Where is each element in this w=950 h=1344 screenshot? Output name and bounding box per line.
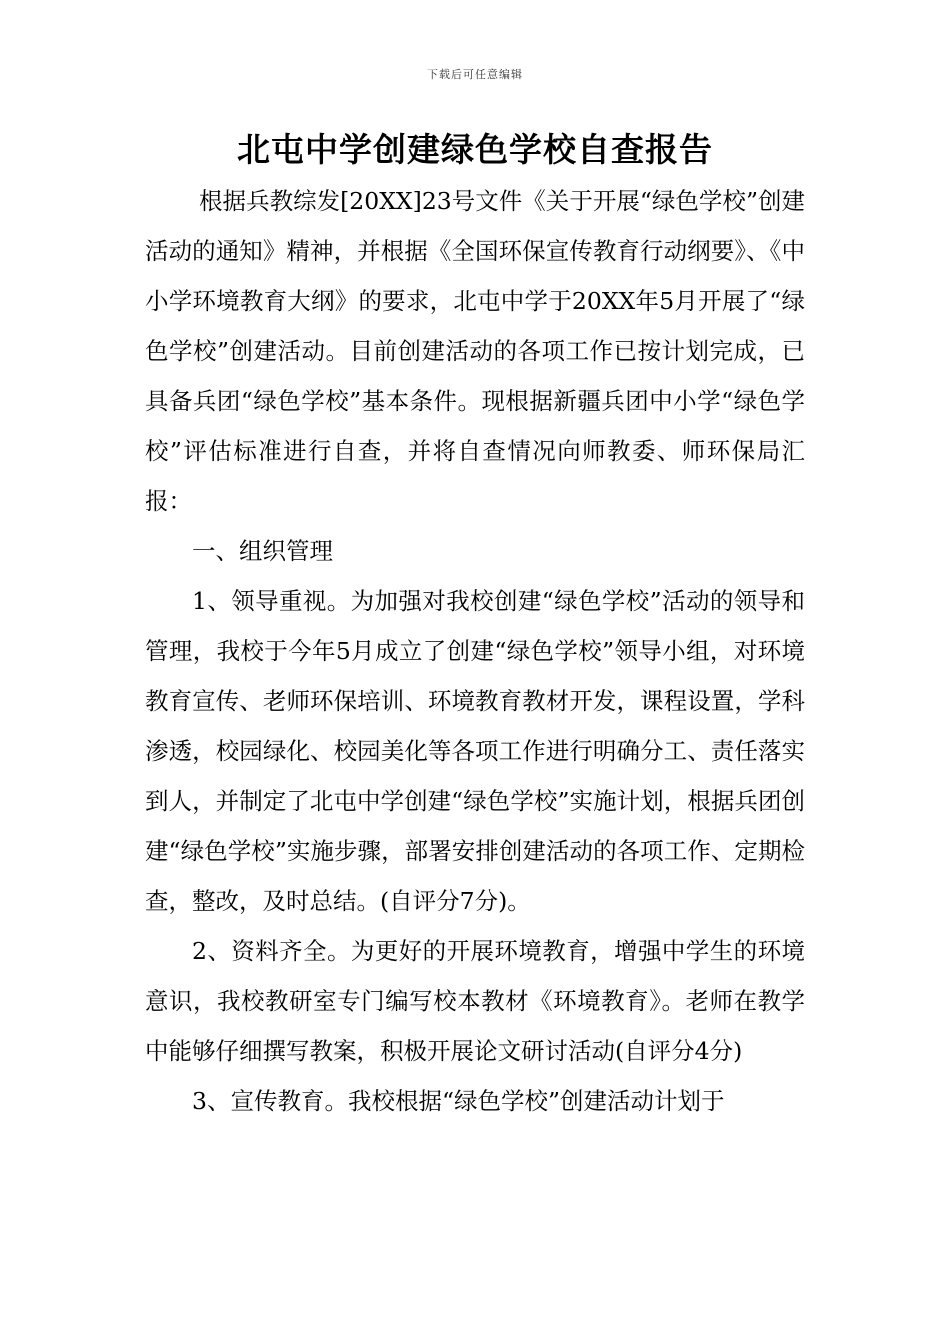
header-note: 下载后可任意编辑 xyxy=(427,68,523,81)
section-heading-organization: 一、组织管理 xyxy=(192,537,333,565)
document-title: 北屯中学创建绿色学校自查报告 xyxy=(237,130,713,169)
paragraph-intro: 根据兵教综发[20XX]23号文件《关于开展“绿色学校”创建活动的通知》精神，并根据《全国环保宣传教育行动纲要》、《中小学环境教育大纲》的要求，北屯中学于20XX年5月开展了“绿色学校”创建活动。目前创建活动的各项工作已按计划完成，已具备兵团“绿色学校”基本条件。现根据新疆兵团中小学“绿色学校”评估标准进行自查，并将自查情况向师教委、师环保局汇报： xyxy=(145,187,805,515)
document-body xyxy=(145,176,805,1126)
paragraph-publicity: 3、宣传教育。我校根据“绿色学校”创建活动计划于 xyxy=(192,1087,725,1115)
paragraph-materials: 2、资料齐全。为更好的开展环境教育，增强中学生的环境意识，我校教研室专门编写校本教材《环境教育》。老师在教学中能够仔细撰写教案，积极开展论文研讨活动(自评分4分) xyxy=(145,937,805,1065)
paragraph-leadership: 1、领导重视。为加强对我校创建“绿色学校”活动的领导和管理，我校于今年5月成立了创建“绿色学校”领导小组，对环境教育宣传、老师环保培训、环境教育教材开发，课程设置，学科渗透，校园绿化、校园美化等各项工作进行明确分工、责任落实到人，并制定了北屯中学创建“绿色学校”实施计划，根据兵团创建“绿色学校”实施步骤，部署安排创建活动的各项工作、定期检查，整改，及时总结。(自评分7分)。 xyxy=(145,587,805,915)
